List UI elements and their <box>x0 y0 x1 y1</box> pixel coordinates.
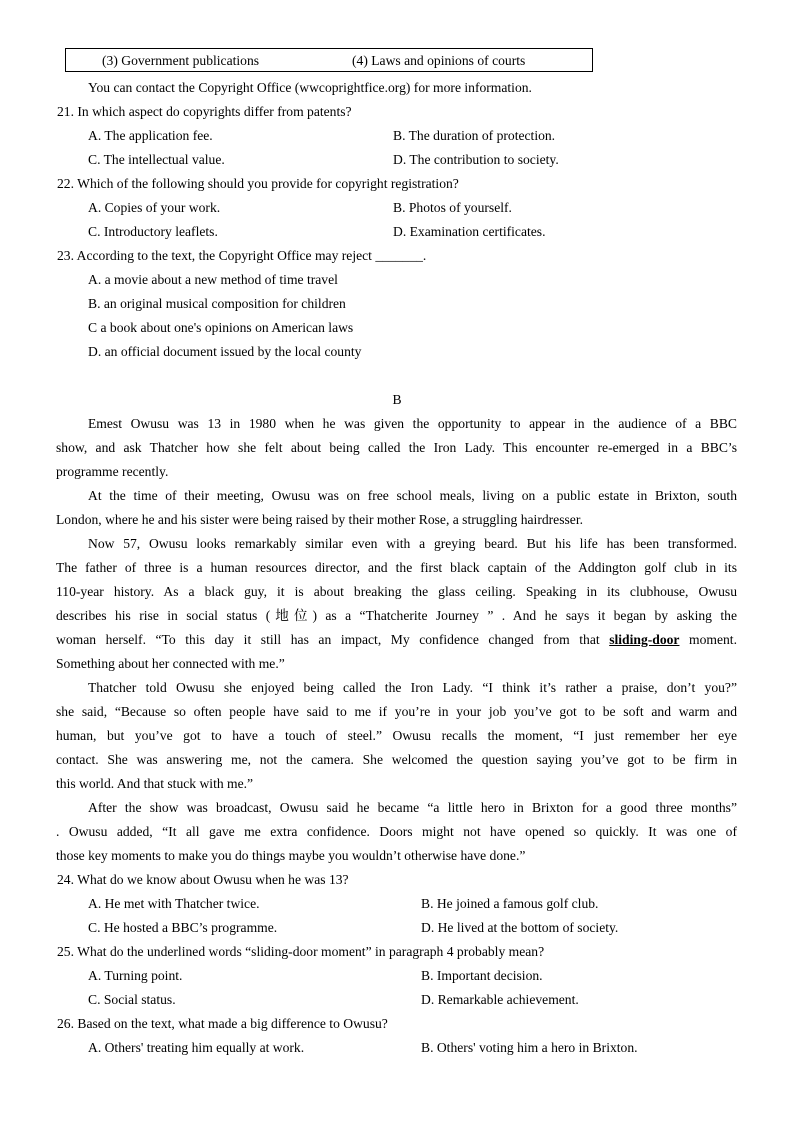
question-22-option-d[interactable]: D. Examination certificates. <box>393 224 546 239</box>
question-22-option-c[interactable]: C. Introductory leaflets. <box>88 224 218 239</box>
question-24-stem: 24. What do we know about Owusu when he was 13? <box>57 872 349 887</box>
copyright-categories-box <box>65 48 593 72</box>
paragraph-line: contact. She was answering me, not the camera. She welcomed the question saying you’ve got to be firm in <box>56 752 737 767</box>
paragraph-line: programme recently. <box>56 464 169 479</box>
paragraph-line-with-underline <box>56 628 737 652</box>
paragraph-line: At the time of their meeting, Owusu was on free school meals, living on a public estate in Brixton, south <box>88 488 737 503</box>
box-item-laws-and-opinions: (4) Laws and opinions of courts <box>352 53 526 68</box>
question-23-option-a[interactable]: A. a movie about a new method of time travel <box>88 272 338 287</box>
paragraph-line: Emest Owusu was 13 in 1980 when he was given the opportunity to appear in the audience of a BBC <box>88 416 737 431</box>
question-25-option-c[interactable]: C. Social status. <box>88 992 176 1007</box>
contact-line: You can contact the Copyright Office (wwcoprightfice.org) for more information. <box>88 80 532 95</box>
question-22-stem: 22. Which of the following should you provide for copyright registration? <box>57 176 459 191</box>
question-26-stem: 26. Based on the text, what made a big difference to Owusu? <box>57 1016 388 1031</box>
question-23-option-c[interactable]: C a book about one's opinions on American laws <box>88 320 354 335</box>
paragraph-line: After the show was broadcast, Owusu said he became “a little hero in Brixton for a good three months” <box>88 800 737 815</box>
paragraph-line: describes his rise in social status (地位) as a “Thatcherite Journey ” . And he says it began by asking the <box>56 608 737 623</box>
question-24-option-b[interactable]: B. He joined a famous golf club. <box>421 896 599 911</box>
question-21-option-a[interactable]: A. The application fee. <box>88 128 213 143</box>
paragraph-line: London, where he and his sister were being raised by their mother Rose, a struggling hairdresser. <box>56 512 583 527</box>
passage-paragraph-4 <box>56 676 737 796</box>
paragraph-line: Thatcher told Owusu she enjoyed being called the Iron Lady. “I think it’s rather a praise, don’t you?” <box>88 680 737 695</box>
question-21-option-c[interactable]: C. The intellectual value. <box>88 152 225 167</box>
sliding-door-underlined: sliding-door <box>609 632 680 647</box>
question-24-option-d[interactable]: D. He lived at the bottom of society. <box>421 920 619 935</box>
paragraph-line: human, but you’ve got to have a touch of steel.” Owusu recalls the moment, “I just remember her eye <box>56 728 737 743</box>
question-25-option-d[interactable]: D. Remarkable achievement. <box>421 992 579 1007</box>
question-21-stem: 21. In which aspect do copyrights differ from patents? <box>57 104 352 119</box>
paragraph-line: Something about her connected with me.” <box>56 656 285 671</box>
question-26-option-b[interactable]: B. Others' voting him a hero in Brixton. <box>421 1040 638 1055</box>
paragraph-line: The father of three is a human resources director, and the first black captain of the Addington golf club in its <box>56 560 737 575</box>
question-24-option-a[interactable]: A. He met with Thatcher twice. <box>88 896 260 911</box>
question-25-option-a[interactable]: A. Turning point. <box>88 968 183 983</box>
paragraph-line: those key moments to make you do things maybe you wouldn’t otherwise have done.” <box>56 848 526 863</box>
question-25-stem: 25. What do the underlined words “sliding-door moment” in paragraph 4 probably mean? <box>57 944 545 959</box>
question-22-option-b[interactable]: B. Photos of yourself. <box>393 200 512 215</box>
line-prefix: woman herself. “To this day it still has an impact, My confidence changed from that <box>56 632 610 647</box>
paragraph-line: she said, “Because so often people have said to me if you’re in your job you’ve got to be soft and warm and <box>56 704 737 719</box>
paragraph-line: 110-year history. As a black guy, it is about breaking the glass ceiling. Speaking in its clubhouse, Owusu <box>56 584 737 599</box>
question-22-option-a[interactable]: A. Copies of your work. <box>88 200 221 215</box>
paragraph-line: show, and ask Thatcher how she felt about being called the Iron Lady. This encounter re-emerged in a BBC’s <box>56 440 737 455</box>
passage-paragraph-3 <box>56 532 737 676</box>
question-23-option-b[interactable]: B. an original musical composition for children <box>88 296 346 311</box>
question-25-option-b[interactable]: B. Important decision. <box>421 968 543 983</box>
section-b-heading: B <box>392 392 402 407</box>
question-24-option-c[interactable]: C. He hosted a BBC’s programme. <box>88 920 278 935</box>
question-23-stem: 23. According to the text, the Copyright Office may reject _______. <box>57 248 427 263</box>
passage-paragraph-2 <box>56 484 737 532</box>
passage-paragraph-5 <box>56 796 737 868</box>
paragraph-line: . Owusu added, “It all gave me extra confidence. Doors might not have opened so quickly. It was one of <box>56 824 737 839</box>
question-21-option-b[interactable]: B. The duration of protection. <box>393 128 556 143</box>
passage-paragraph-1 <box>56 412 737 484</box>
paragraph-line: Now 57, Owusu looks remarkably similar even with a greying beard. But his life has been transformed. <box>88 536 737 551</box>
question-26-option-a[interactable]: A. Others' treating him equally at work. <box>88 1040 305 1055</box>
paragraph-line: this world. And that stuck with me.” <box>56 776 254 791</box>
line-suffix: moment. <box>679 632 737 647</box>
box-item-government-publications: (3) Government publications <box>102 53 260 68</box>
question-23-option-d[interactable]: D. an official document issued by the local county <box>88 344 362 359</box>
question-21-option-d[interactable]: D. The contribution to society. <box>393 152 559 167</box>
